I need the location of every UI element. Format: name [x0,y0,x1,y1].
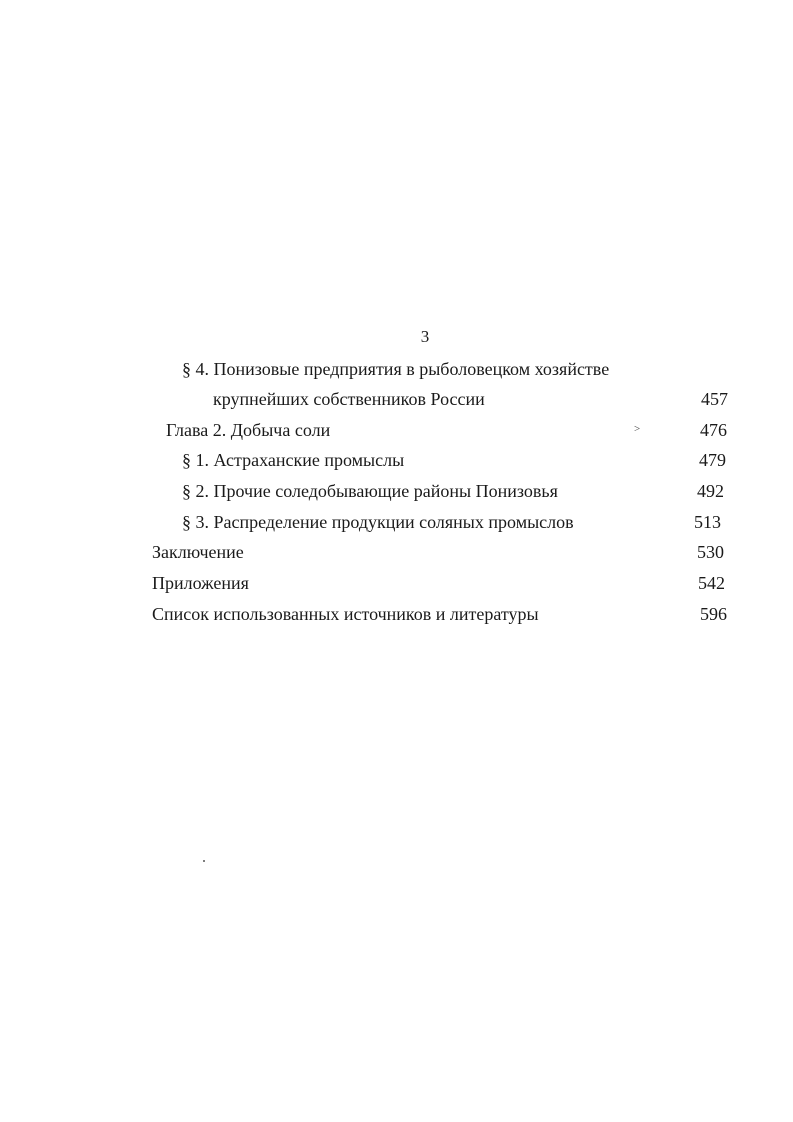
toc-page-number: 457 [701,389,728,409]
toc-entry-section-4-title: § 4. Понизовые предприятия в рыболовецком хозяйстве [182,359,610,379]
toc-entry-section-3: § 3. Распределение продукции соляных промыслов [182,512,574,532]
stray-mark: > [634,423,641,435]
toc-page-number: 479 [699,450,726,470]
scan-speck [203,860,205,862]
toc-entry-section-4-continuation: крупнейших собственников России [213,389,485,409]
toc-entry-section-1: § 1. Астраханские промыслы [182,450,405,470]
toc-entry-conclusion: Заключение [152,542,244,562]
toc-page-number: 596 [700,604,727,624]
table-of-contents [0,352,793,652]
toc-page-number: 476 [700,420,727,440]
toc-entry-chapter-2: Глава 2. Добыча соли [166,420,331,440]
toc-page-number: 530 [697,542,724,562]
page-number: 3 [420,327,430,346]
toc-entry-section-2: § 2. Прочие соледобывающие районы Понизовья [182,481,558,501]
toc-page-number: 542 [698,573,725,593]
toc-entry-appendices: Приложения [152,573,249,593]
toc-entry-bibliography: Список использованных источников и литературы [152,604,539,624]
toc-page-number: 492 [697,481,724,501]
toc-page-number: 513 [694,512,721,532]
